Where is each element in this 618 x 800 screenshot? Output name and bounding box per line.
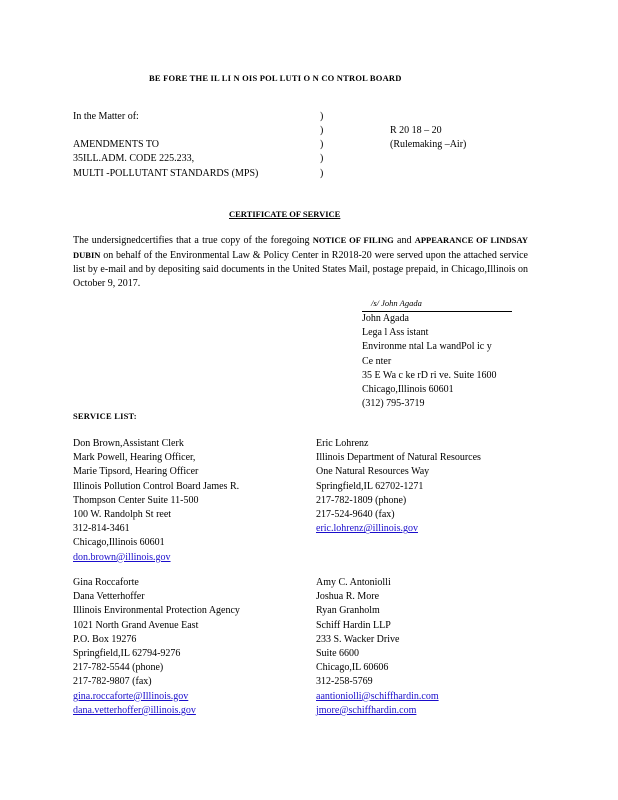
signatory-line: Chicago,Illinois 60601 xyxy=(362,384,454,396)
docket-number: R 20 18 – 20 xyxy=(390,125,442,136)
contact-line: Illinois Environmental Protection Agency xyxy=(73,605,240,617)
caption-mps: MULTI -POLLUTANT STANDARDS (MPS) xyxy=(73,168,259,179)
contact-line: Suite 6600 xyxy=(316,648,360,660)
caption-paren: ) xyxy=(320,153,324,164)
contact-line: 217-782-1809 (phone) xyxy=(316,494,407,506)
email-link[interactable]: gina.roccaforte@Illinois.gov xyxy=(73,690,189,702)
body-text: The undersignedcertifies that a true copy of the foregoing xyxy=(73,235,313,246)
signatory-line: (312) 795-3719 xyxy=(362,398,425,410)
body-text: on behalf of the Environmental Law & Policy Center in R2018-20 were served upon the attached service list by e-mail and by depositing said documents in the United States Mail, postage prepaid, in Chicago,Illinois on October 9, 2017. xyxy=(73,250,528,289)
contact-line: 100 W. Randolph St reet xyxy=(73,509,172,521)
caption-code: 35ILL.ADM. CODE 225.233, xyxy=(73,153,195,164)
contact-line: Marie Tipsord, Hearing Officer xyxy=(73,466,199,478)
signatory-line: Ce nter xyxy=(362,355,392,367)
electronic-signature: /s/ John Agada xyxy=(371,298,422,308)
caption-amendments: AMENDMENTS TO xyxy=(73,139,160,150)
notice-of-filing: NOTICE OF FILING xyxy=(312,235,394,245)
appearance-title: APPEARANCE OF LINDSAY DUBIN xyxy=(73,235,528,260)
contact-line: P.O. Box 19276 xyxy=(73,633,137,645)
contact-line: Chicago,IL 60606 xyxy=(316,662,389,674)
service-list-title: SERVICE LIST: xyxy=(73,411,137,421)
signatory-line: John Agada xyxy=(362,313,409,324)
contact-line: Chicago,Illinois 60601 xyxy=(73,537,165,549)
contact-line: One Natural Resources Way xyxy=(316,466,430,478)
email-link[interactable]: dana.vetterhoffer@illinois.gov xyxy=(73,704,196,716)
contact-line: 312-258-5769 xyxy=(316,676,373,688)
certificate-title: CERTIFICATE OF SERVICE xyxy=(229,209,341,219)
contact-line: 312-814-3461 xyxy=(73,523,130,535)
contact-line: Don Brown,Assistant Clerk xyxy=(73,438,184,449)
email-link[interactable]: eric.lohrenz@illinois.gov xyxy=(316,523,418,535)
certificate-body xyxy=(73,233,528,291)
signatory-line: Lega l Ass istant xyxy=(362,327,429,339)
service-contact-natural-resources xyxy=(316,437,481,536)
email-link[interactable]: aantioniolli@schiffhardin.com xyxy=(316,690,439,702)
contact-line: Illinois Department of Natural Resources xyxy=(316,452,481,464)
contact-line: 233 S. Wacker Drive xyxy=(316,633,400,645)
service-contact-epa xyxy=(73,576,240,718)
contact-line: Amy C. Antoniolli xyxy=(316,577,391,588)
contact-line: Ryan Granholm xyxy=(316,605,380,617)
service-contact-schiff-hardin xyxy=(316,576,439,718)
contact-line: Mark Powell, Hearing Officer, xyxy=(73,452,196,464)
contact-line: Springfield,IL 62702-1271 xyxy=(316,480,424,492)
signatory-line: 35 E Wa c ke rD ri ve. Suite 1600 xyxy=(362,369,497,381)
signatory-line: Environme ntal La wandPol ic y xyxy=(362,341,492,353)
board-heading: BE FORE THE IL LI N OIS POL LUTI O N CO NTROL BOARD xyxy=(149,73,402,83)
contact-line: Illinois Pollution Control Board James R. xyxy=(73,480,240,492)
caption-paren: ) xyxy=(320,168,324,179)
contact-line: Gina Roccaforte xyxy=(73,577,139,588)
contact-line: Eric Lohrenz xyxy=(316,438,369,449)
contact-line: 217-524-9640 (fax) xyxy=(316,509,395,521)
docket-type: (Rulemaking –Air) xyxy=(390,139,467,150)
service-contact-pollution-board xyxy=(73,437,239,565)
contact-line: Dana Vetterhoffer xyxy=(73,591,145,603)
email-link[interactable]: jmore@schiffhardin.com xyxy=(316,704,417,716)
signatory-block xyxy=(362,312,497,411)
caption-paren: ) xyxy=(320,111,324,122)
caption-paren: ) xyxy=(320,125,324,136)
contact-line: 217-782-9807 (fax) xyxy=(73,676,152,688)
caption-matter: In the Matter of: xyxy=(73,111,139,122)
email-link[interactable]: don.brown@illinois.gov xyxy=(73,551,171,563)
contact-line: Springfield,IL 62794-9276 xyxy=(73,648,181,660)
caption-paren: ) xyxy=(320,139,324,150)
body-text: and xyxy=(393,235,415,246)
contact-line: Joshua R. More xyxy=(316,591,380,603)
contact-line: Schiff Hardin LLP xyxy=(316,619,391,631)
contact-line: 217-782-5544 (phone) xyxy=(73,662,164,674)
contact-line: 1021 North Grand Avenue East xyxy=(73,619,199,631)
contact-line: Thompson Center Suite 11-500 xyxy=(73,494,199,506)
